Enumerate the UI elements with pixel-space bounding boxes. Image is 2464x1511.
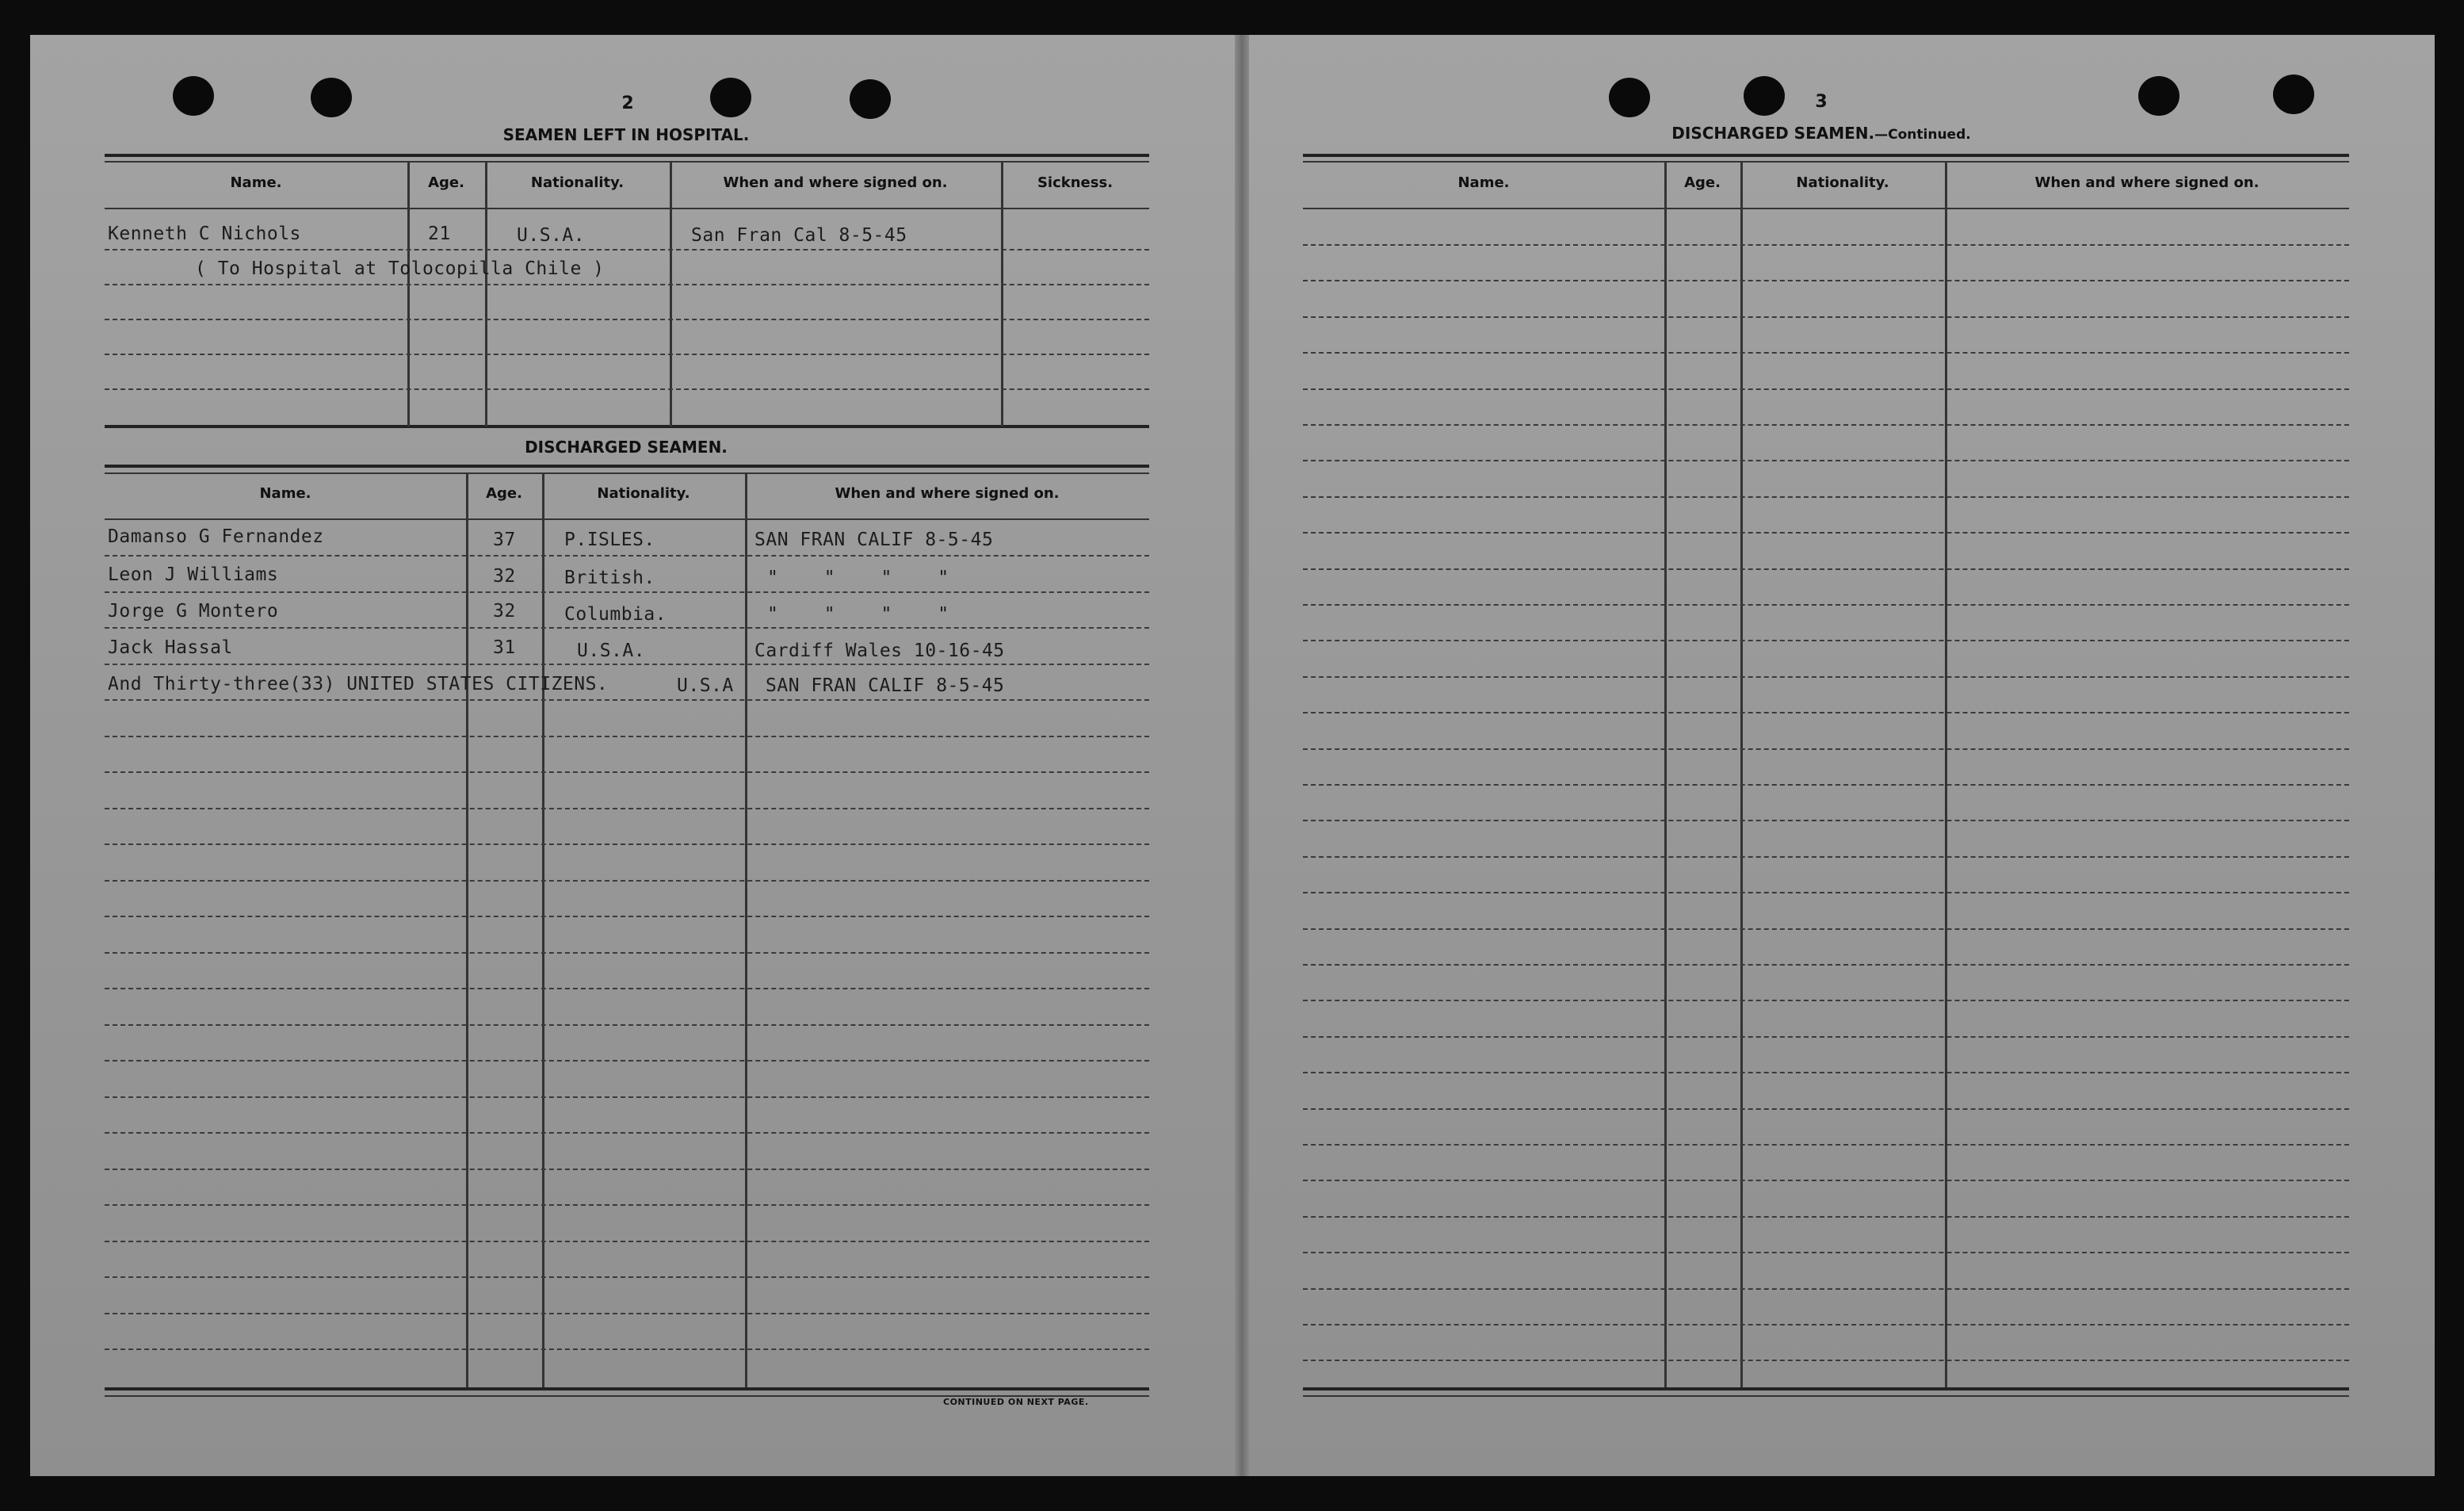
discharged-signed-on-cell: " " " ": [767, 568, 949, 588]
column-divider: [542, 474, 544, 1387]
row-line: [105, 1241, 1149, 1242]
discharged-name-cell: Jorge G Montero: [108, 601, 279, 622]
col-header-nationality: Nationality.: [597, 485, 690, 502]
row-line: [105, 354, 1149, 355]
col-header-name: Name.: [230, 174, 282, 191]
table-bottom-rule: [1303, 1395, 2349, 1397]
row-line: [1303, 1216, 2349, 1218]
row-line: [105, 319, 1149, 320]
row-line: [105, 952, 1149, 954]
col-header-name: Name.: [1457, 174, 1510, 191]
table-top-rule: [105, 472, 1149, 474]
row-line: [105, 591, 1149, 593]
row-line: [105, 284, 1149, 285]
discharged-nationality-cell: Columbia.: [564, 604, 667, 625]
row-line: [1303, 964, 2349, 966]
row-line: [1303, 1324, 2349, 1325]
punch-hole: [173, 76, 214, 116]
row-line: [1303, 820, 2349, 821]
row-line: [105, 1096, 1149, 1098]
row-line: [105, 627, 1149, 629]
col-header-nationality: Nationality.: [530, 174, 625, 191]
row-line: [105, 1204, 1149, 1206]
hospital-note: ( To Hospital at Tolocopilla Chile ): [195, 258, 605, 279]
hospital-name-cell: Kenneth C Nichols: [108, 224, 301, 244]
hospital-signed-on-cell: San Fran Cal 8-5-45: [691, 225, 907, 246]
row-line: [1303, 1000, 2349, 1001]
row-line: [105, 1169, 1149, 1170]
col-header-sickness: Sickness.: [1037, 174, 1114, 191]
page-number: 2: [621, 94, 634, 113]
column-divider: [670, 162, 672, 427]
row-line: [105, 771, 1149, 773]
row-line: [1303, 244, 2349, 246]
discharged-section-title: DISCHARGED SEAMEN.: [525, 438, 728, 457]
column-divider: [1945, 162, 1947, 1387]
summary-signed-on: SAN FRAN CALIF 8-5-45: [766, 675, 1005, 696]
row-line: [1303, 496, 2349, 498]
col-header-name: Name.: [259, 485, 311, 502]
row-line: [105, 249, 1149, 251]
row-line: [105, 843, 1149, 845]
punch-hole: [2273, 75, 2314, 114]
row-line: [1303, 532, 2349, 534]
header-bottom-rule: [105, 208, 1149, 209]
row-line: [1303, 676, 2349, 678]
discharged-age-cell: 37: [493, 530, 516, 550]
row-line: [105, 1276, 1149, 1278]
column-divider: [407, 162, 410, 427]
table-bottom-rule: [105, 1387, 1149, 1391]
discharged-nationality-cell: British.: [564, 568, 655, 588]
left-page: [30, 35, 1241, 1476]
discharged-name-cell: Leon J Williams: [108, 564, 279, 585]
discharged-name-cell: Jack Hassal: [108, 637, 233, 658]
discharged-name-cell: Damanso G Fernandez: [108, 526, 324, 547]
row-line: [1303, 928, 2349, 930]
page-fold: [1235, 35, 1249, 1476]
row-line: [1303, 856, 2349, 858]
header-bottom-rule: [105, 518, 1149, 520]
table-top-rule: [105, 161, 1149, 163]
row-line: [1303, 1180, 2349, 1181]
column-divider: [485, 162, 487, 427]
row-line: [1303, 1072, 2349, 1073]
punch-hole: [1744, 76, 1785, 116]
col-header-nationality: Nationality.: [1796, 174, 1889, 191]
punch-hole: [311, 78, 352, 117]
discharged-nationality-cell: P.ISLES.: [564, 530, 655, 550]
row-line: [1303, 388, 2349, 390]
table-top-rule: [1303, 161, 2349, 163]
row-line: [105, 736, 1149, 737]
discharged-signed-on-cell: Cardiff Wales 10-16-45: [754, 641, 1005, 661]
row-line: [105, 555, 1149, 557]
hospital-age-cell: 21: [428, 224, 451, 244]
row-line: [105, 1348, 1149, 1350]
row-line: [105, 1024, 1149, 1026]
discharged-age-cell: 32: [493, 601, 516, 622]
right-section-title: [1671, 124, 1970, 143]
col-header-age: Age.: [1684, 174, 1721, 191]
row-line: [1303, 280, 2349, 281]
discharged-age-cell: 31: [493, 637, 516, 658]
row-line: [1303, 1108, 2349, 1110]
row-line: [1303, 640, 2349, 641]
col-header-signed-on: When and where signed on.: [835, 485, 1060, 502]
right-title-main: DISCHARGED SEAMEN.: [1671, 124, 1875, 143]
row-line: [105, 1060, 1149, 1062]
continued-note: CONTINUED ON NEXT PAGE.: [943, 1397, 1089, 1407]
summary-nationality: U.S.A: [677, 675, 734, 696]
row-line: [1303, 460, 2349, 461]
row-line: [105, 1132, 1149, 1134]
right-page: [1241, 35, 2435, 1476]
header-bottom-rule: [1303, 208, 2349, 209]
row-line: [105, 988, 1149, 989]
row-line: [1303, 568, 2349, 570]
column-divider: [1740, 162, 1743, 1387]
row-line: [1303, 424, 2349, 426]
row-line: [105, 880, 1149, 882]
col-header-signed-on: When and where signed on.: [2034, 174, 2260, 191]
col-header-signed-on: When and where signed on.: [723, 174, 948, 191]
row-line: [105, 808, 1149, 809]
row-line: [1303, 892, 2349, 893]
summary-line: And Thirty-three(33) UNITED STATES CITIZENS.: [108, 674, 609, 694]
column-divider: [466, 474, 468, 1387]
table-bottom-rule: [105, 425, 1149, 428]
hospital-nationality-cell: U.S.A.: [517, 225, 586, 246]
row-line: [1303, 1360, 2349, 1361]
row-line: [1303, 1252, 2349, 1253]
col-header-age: Age.: [486, 485, 522, 502]
row-line: [1303, 1144, 2349, 1146]
row-line: [1303, 352, 2349, 354]
discharged-age-cell: 32: [493, 566, 516, 587]
table-top-rule: [105, 154, 1149, 157]
row-line: [1303, 784, 2349, 786]
table-top-rule: [1303, 154, 2349, 157]
row-line: [105, 664, 1149, 665]
row-line: [1303, 1288, 2349, 1290]
row-line: [1303, 712, 2349, 713]
discharged-signed-on-cell: SAN FRAN CALIF 8-5-45: [754, 530, 994, 550]
row-line: [105, 699, 1149, 701]
row-line: [1303, 748, 2349, 750]
row-line: [1303, 604, 2349, 606]
row-line: [105, 388, 1149, 390]
right-title-suffix: —Continued.: [1874, 127, 1971, 143]
row-line: [1303, 1036, 2349, 1038]
hospital-section-title: SEAMEN LEFT IN HOSPITAL.: [502, 125, 750, 144]
discharged-nationality-cell: U.S.A.: [577, 641, 646, 661]
page-number: 3: [1815, 92, 1828, 112]
row-line: [105, 1313, 1149, 1314]
row-line: [1303, 316, 2349, 318]
table-bottom-rule: [1303, 1387, 2349, 1391]
column-divider: [1001, 162, 1003, 427]
punch-hole: [710, 78, 751, 117]
col-header-age: Age.: [428, 174, 464, 191]
column-divider: [1664, 162, 1667, 1387]
punch-hole: [850, 79, 891, 119]
row-line: [105, 916, 1149, 917]
column-divider: [745, 474, 747, 1387]
punch-hole: [2138, 76, 2179, 116]
punch-hole: [1609, 78, 1650, 117]
discharged-signed-on-cell: " " " ": [767, 604, 949, 625]
table-top-rule: [105, 465, 1149, 468]
